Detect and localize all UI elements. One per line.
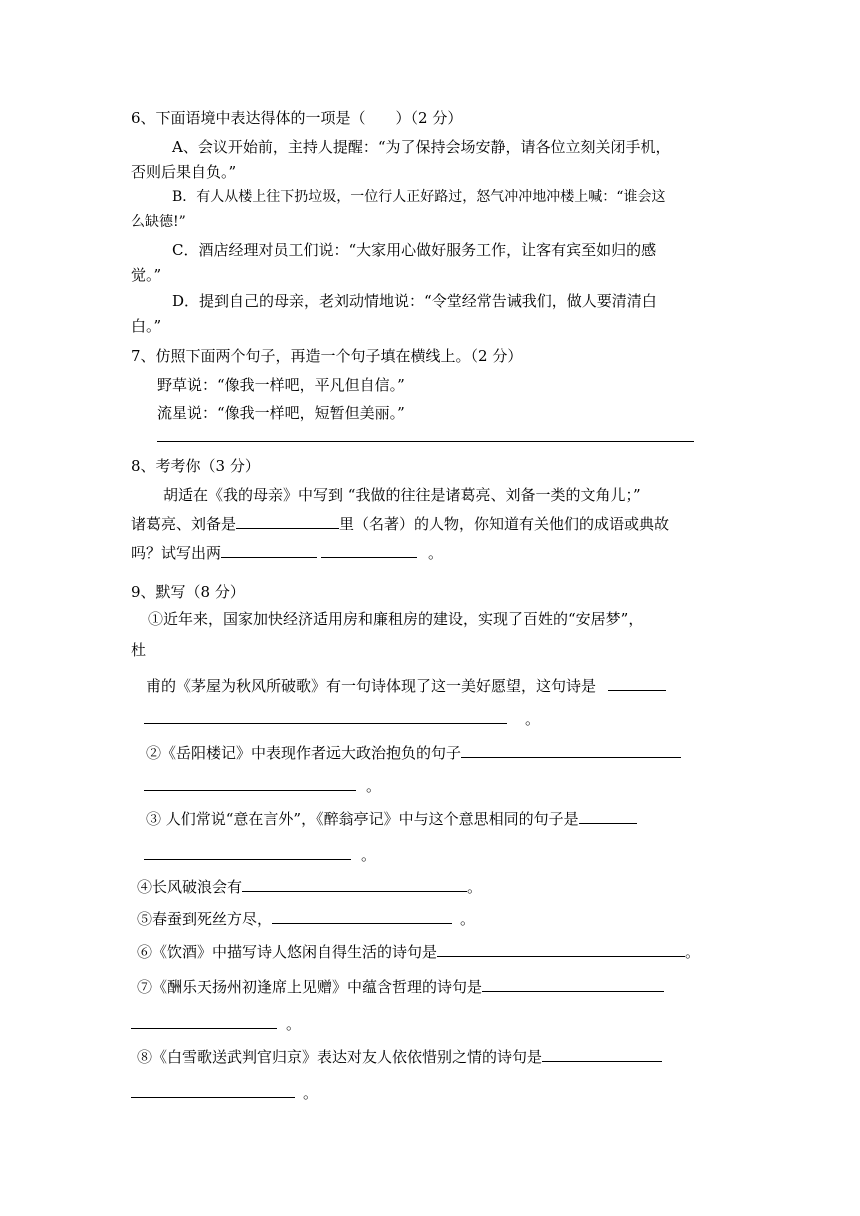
q9-item-7-blank-a[interactable] bbox=[482, 975, 664, 992]
q9-item-3-blank-a[interactable] bbox=[579, 807, 637, 824]
q9-item-6-end: 。 bbox=[685, 943, 701, 961]
q9-item-7-end: 。 bbox=[286, 1015, 302, 1033]
q9-item-4-blank[interactable] bbox=[242, 875, 467, 892]
q9-item-1-line3 bbox=[146, 674, 666, 694]
q7-sentence-2: 流星说：“像我一样吧，短暂但美丽。” bbox=[157, 404, 405, 422]
q9-item-4-end: 。 bbox=[467, 878, 483, 896]
q9-item-5 bbox=[137, 907, 475, 927]
q6-option-c-line2: 觉。” bbox=[131, 266, 162, 284]
q9-item-1-line2: 杜 bbox=[131, 641, 147, 659]
q9-item-7-line1 bbox=[137, 975, 664, 995]
q6-option-a-line2: 否则后果自负。” bbox=[131, 163, 237, 181]
q8-line-2 bbox=[131, 512, 669, 532]
q9-item-1-end: 。 bbox=[525, 710, 541, 728]
q8-title: 8、考考你（3 分） bbox=[131, 457, 260, 475]
q8-line-3-start: 吗？试写出两 bbox=[131, 544, 222, 562]
q9-item-8-blank-b[interactable] bbox=[131, 1081, 295, 1098]
q9-item-5-prompt: ⑤春蚕到死丝方尽， bbox=[137, 910, 273, 928]
q7-title: 7、仿照下面两个句子，再造一个句子填在横线上。（2 分） bbox=[131, 347, 523, 365]
q9-item-2-prompt: ②《岳阳楼记》中表现作者远大政治抱负的句子 bbox=[146, 744, 462, 762]
q9-item-8-prompt: ⑧《白雪歌送武判官归京》表达对友人依依惜别之情的诗句是 bbox=[137, 1048, 543, 1066]
q9-item-6 bbox=[137, 940, 700, 960]
q9-item-1-line1: ①近年来，国家加快经济适用房和廉租房的建设，实现了百姓的“安居梦”， bbox=[148, 610, 644, 628]
q8-line-2-end: 里（名著）的人物，你知道有关他们的成语或典故 bbox=[339, 515, 670, 533]
q9-item-4-prompt: ④长风破浪会有 bbox=[137, 878, 243, 896]
q9-item-7-blank-b[interactable] bbox=[131, 1012, 277, 1029]
q9-item-3-blank-b[interactable] bbox=[144, 843, 351, 860]
q8-line-3 bbox=[131, 541, 443, 561]
q9-item-2-line1 bbox=[146, 741, 681, 761]
q6-option-b-line1: B．有人从楼上往下扔垃圾，一位行人正好路过，怒气冲冲地冲楼上喊：“谁会这 bbox=[172, 189, 666, 205]
q9-item-2-blank-b[interactable] bbox=[144, 774, 356, 791]
q6-option-c-line1: C．酒店经理对员工们说：“大家用心做好服务工作，让客有宾至如归的感 bbox=[172, 241, 657, 259]
q9-item-8-line2 bbox=[131, 1081, 318, 1101]
q8-novel-blank[interactable] bbox=[236, 512, 339, 529]
q6-title: 6、下面语境中表达得体的一项是（ ）（2 分） bbox=[131, 109, 463, 127]
q9-item-8-blank-a[interactable] bbox=[542, 1045, 662, 1062]
q9-item-1-line4 bbox=[144, 707, 540, 727]
q9-item-8-end: 。 bbox=[303, 1084, 319, 1102]
q9-item-7-line2 bbox=[131, 1012, 301, 1032]
q8-line-2-start: 诸葛亮、刘备是 bbox=[131, 515, 237, 533]
q9-item-5-blank[interactable] bbox=[272, 907, 452, 924]
q8-idiom-blank-2[interactable] bbox=[321, 541, 417, 558]
q7-sentence-1: 野草说：“像我一样吧，平凡但自信。” bbox=[157, 376, 405, 394]
q6-option-b-line2: 么缺德!” bbox=[131, 214, 186, 230]
q9-item-1-prompt: 甫的《茅屋为秋风所破歌》有一句诗体现了这一美好愿望，这句诗是 bbox=[146, 677, 597, 695]
q9-item-2-blank-a[interactable] bbox=[461, 741, 681, 758]
q9-item-3-line2 bbox=[144, 843, 376, 863]
q9-item-3-line1 bbox=[146, 807, 637, 827]
q9-item-3-end: 。 bbox=[361, 846, 377, 864]
q9-item-5-end: 。 bbox=[460, 910, 476, 928]
q6-option-a-line1: A、会议开始前，主持人提醒：“为了保持会场安静，请各位立刻关闭手机， bbox=[172, 138, 671, 156]
q9-item-2-line2 bbox=[144, 774, 381, 794]
q6-option-d-line2: 白。” bbox=[131, 317, 162, 335]
q9-item-7-prompt: ⑦《酬乐天扬州初逢席上见赠》中蕴含哲理的诗句是 bbox=[137, 978, 483, 996]
q9-item-2-end: 。 bbox=[366, 777, 382, 795]
q9-item-4 bbox=[137, 875, 482, 895]
q8-idiom-blank-1[interactable] bbox=[221, 541, 317, 558]
q8-line-3-end: 。 bbox=[428, 544, 444, 562]
q6-option-d-line1: D．提到自己的母亲，老刘动情地说：“令堂经常告诫我们，做人要清清白 bbox=[172, 292, 657, 310]
q9-item-1-blank-a[interactable] bbox=[608, 674, 666, 691]
q9-title: 9、默写（8 分） bbox=[131, 583, 245, 601]
q9-item-1-blank-b[interactable] bbox=[144, 707, 507, 724]
q7-answer-line[interactable] bbox=[157, 441, 694, 442]
q9-item-3-prompt: ③ 人们常说“意在言外”，《醉翁亭记》中与这个意思相同的句子是 bbox=[146, 810, 579, 828]
q9-item-8-line1 bbox=[137, 1045, 662, 1065]
q9-item-6-blank[interactable] bbox=[437, 940, 685, 957]
q8-line-1: 胡适在《我的母亲》中写到 “我做的往往是诸葛亮、刘备一类的文角儿；” bbox=[163, 486, 641, 504]
q9-item-6-prompt: ⑥《饮酒》中描写诗人悠闲自得生活的诗句是 bbox=[137, 943, 438, 961]
